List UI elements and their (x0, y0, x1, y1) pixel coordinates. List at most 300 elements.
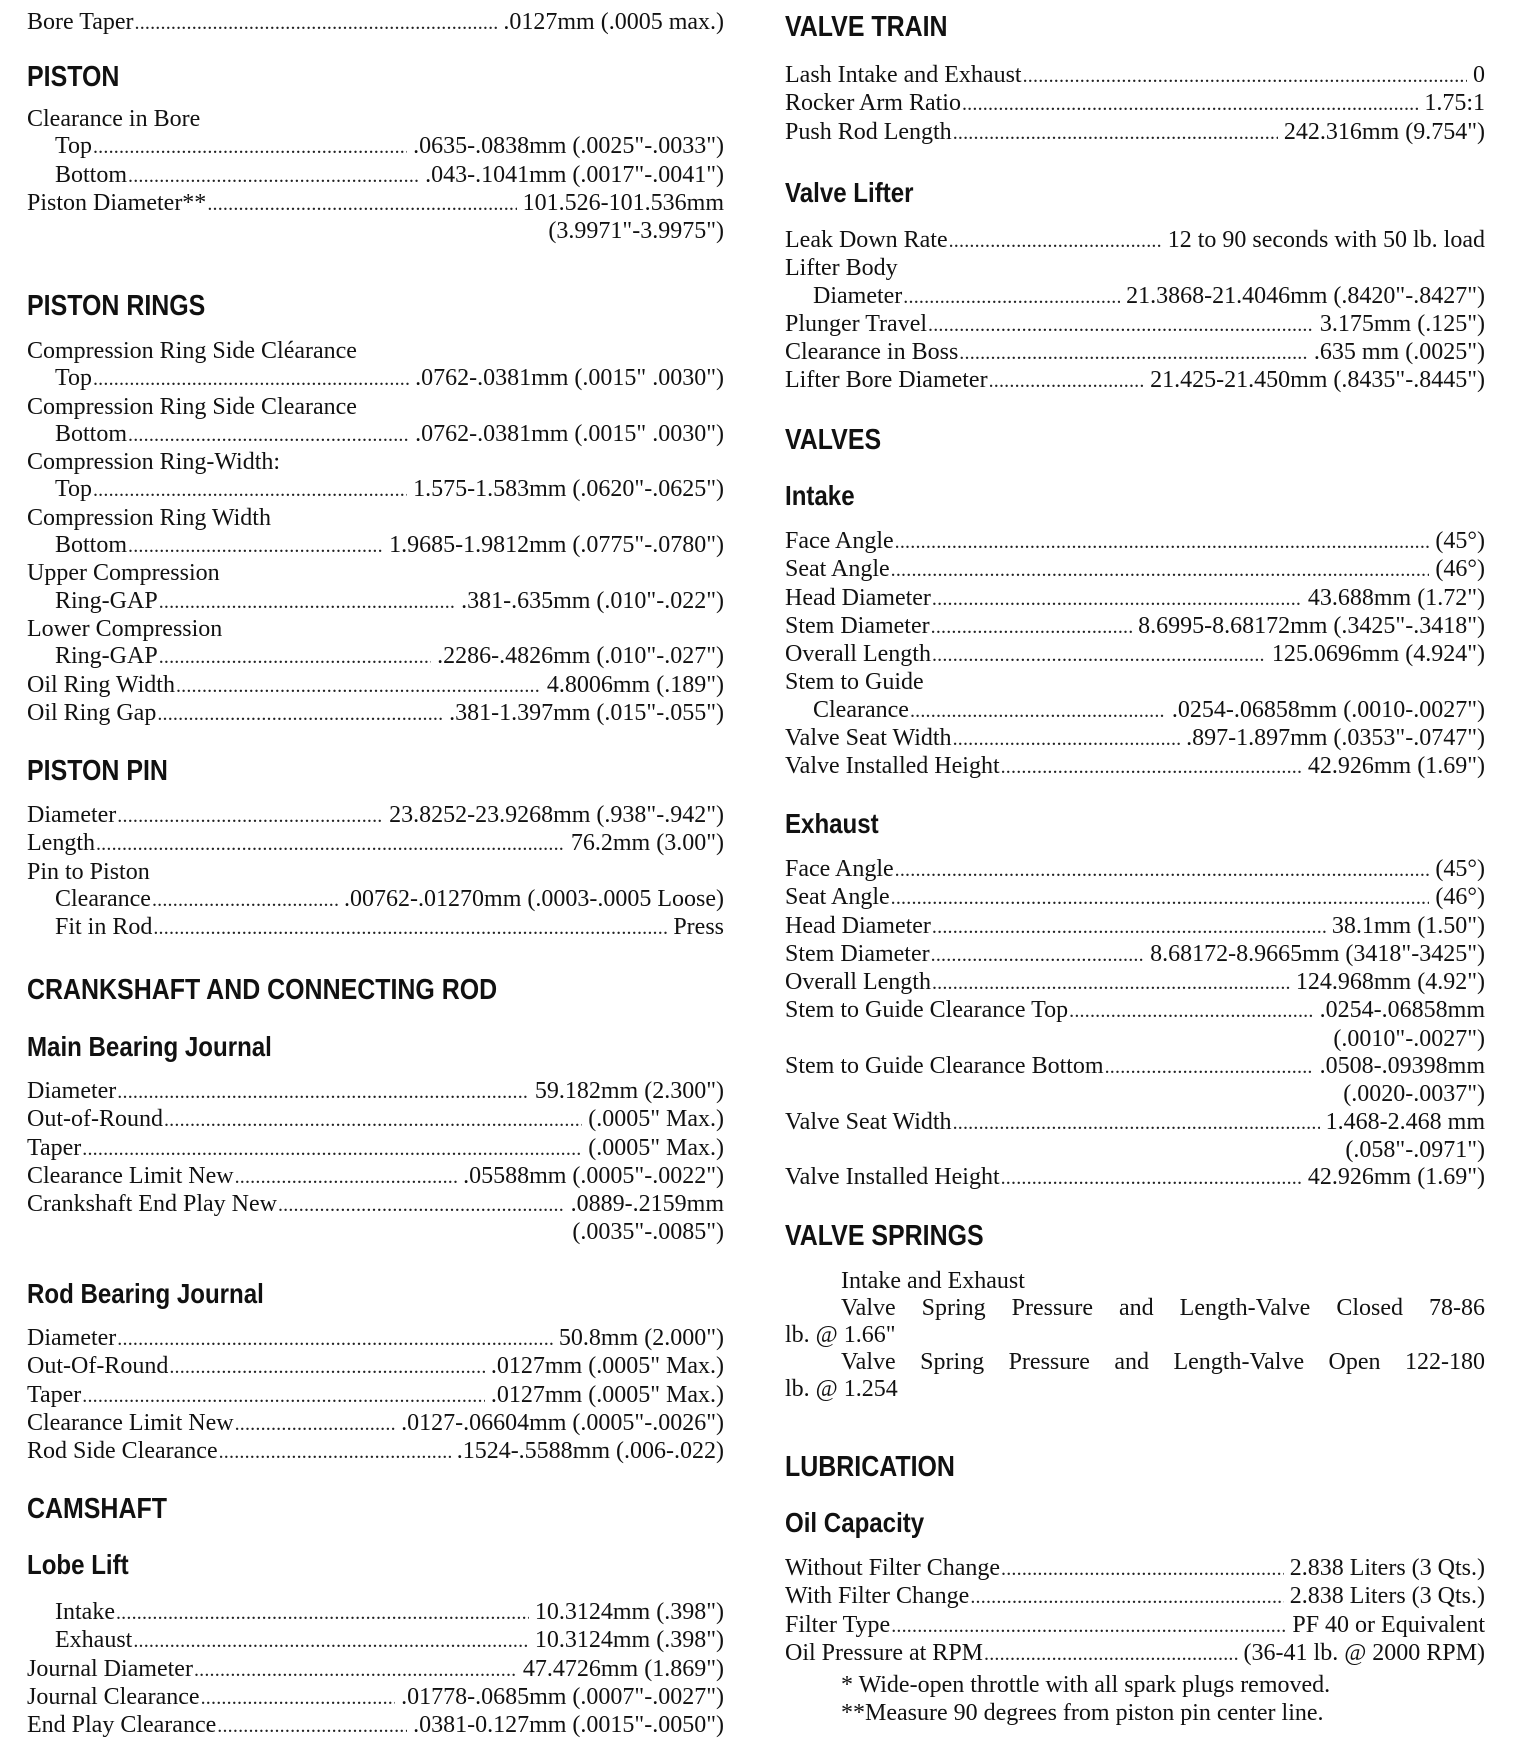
spec-row (27, 1627, 724, 1655)
spec-row (785, 1612, 1485, 1640)
leader-dots (152, 887, 338, 914)
section-heading: CAMSHAFT (27, 1493, 167, 1525)
leader-dots (953, 120, 1278, 147)
spec-value: PF 40 or Equivalent (1292, 1611, 1485, 1638)
spec-label: Diameter (27, 802, 117, 828)
section-heading: PISTON (27, 61, 120, 93)
spec-row (785, 1081, 1485, 1108)
spec-row (27, 1078, 724, 1106)
leader-dots (949, 228, 1162, 255)
spec-row (27, 1353, 724, 1381)
spec-block (785, 528, 1485, 782)
spec-row (27, 1410, 724, 1438)
section-heading-block (27, 60, 724, 94)
spec-row (27, 616, 724, 643)
spec-label: Compression Ring Side Clearance (27, 393, 357, 420)
leader-dots (219, 1439, 451, 1466)
spec-row (27, 394, 724, 421)
spring-text: Valve Spring Pressure and Length-Valve Open 122-180 (841, 1349, 1485, 1375)
leader-dots (891, 885, 1430, 912)
spec-row (27, 133, 724, 161)
spring-text: Valve Spring Pressure and Length-Valve Closed 78-86 (841, 1295, 1485, 1321)
subsection-heading: Oil Capacity (785, 1507, 925, 1538)
spec-value: .0127mm (.0005" Max.) (490, 1353, 724, 1380)
spec-label: Lifter Body (785, 255, 898, 282)
spec-label: Oil Pressure at RPM (785, 1639, 983, 1666)
spec-value: 3.175mm (.125") (1319, 310, 1485, 337)
spec-value: (46°) (1435, 884, 1485, 911)
leader-dots (117, 1326, 553, 1353)
spec-label: Overall Length (785, 969, 931, 996)
spec-label: Clearance Limit New (27, 1409, 234, 1436)
spec-row (27, 802, 724, 830)
spec-block (27, 9, 724, 37)
spec-row (785, 941, 1485, 969)
leader-dots (157, 701, 443, 728)
spec-value: .635 mm (.0025") (1313, 339, 1485, 366)
leader-dots (1105, 1054, 1314, 1081)
spec-value: Press (673, 914, 724, 941)
spec-row (27, 218, 724, 245)
spec-value: 38.1mm (1.50") (1331, 912, 1485, 939)
spring-text: lb. @ 1.254 (785, 1376, 898, 1402)
spec-label: Clearance (55, 885, 151, 912)
spec-label: Head Diameter (785, 912, 931, 939)
spec-row (27, 1656, 724, 1684)
spec-row (27, 338, 724, 365)
spec-label: Overall Length (785, 641, 931, 668)
leader-dots (932, 914, 1326, 941)
spec-label: Journal Diameter (27, 1655, 193, 1682)
spec-label: Lower Compression (27, 615, 223, 642)
spec-row (785, 90, 1485, 118)
leader-dots (201, 1685, 396, 1712)
spec-block (27, 802, 724, 942)
subsection-heading: Valve Lifter (785, 177, 914, 208)
spec-row (27, 532, 724, 560)
spec-row (785, 1164, 1485, 1192)
spec-value: 8.6995-8.68172mm (.3425"-.3418") (1138, 612, 1485, 639)
subsection-heading: Exhaust (785, 808, 879, 839)
spec-row (27, 1135, 724, 1163)
spec-row (785, 997, 1485, 1025)
spec-row (27, 505, 724, 532)
spec-value: 23.8252-23.9268mm (.938"-.942") (389, 802, 724, 828)
spec-row (785, 1137, 1485, 1164)
spec-label: Length (27, 830, 95, 857)
spec-label: Taper (27, 1381, 82, 1408)
spec-row (27, 1599, 724, 1627)
spec-label: Face Angle (785, 856, 894, 882)
leader-dots (1023, 63, 1467, 90)
leader-dots (159, 589, 455, 616)
spec-label: Bottom (55, 420, 128, 447)
subsection-heading-block (27, 1277, 724, 1311)
spec-block (785, 1671, 1485, 1727)
spec-row (27, 859, 724, 886)
subsection-heading-block (27, 1030, 724, 1064)
spec-value: (.0005" Max.) (588, 1134, 724, 1161)
spec-row (785, 725, 1485, 753)
spec-value: .0127-.06604mm (.0005"-.0026") (401, 1409, 724, 1436)
spec-label: Stem to Guide Clearance Top (785, 997, 1069, 1024)
leader-dots (176, 673, 541, 700)
leader-dots (278, 1192, 565, 1219)
spec-value: (.0005" Max.) (588, 1106, 724, 1133)
spec-label: Plunger Travel (785, 310, 928, 337)
spec-row (785, 585, 1485, 613)
leader-dots (903, 284, 1120, 311)
spec-label: Piston Diameter** (27, 189, 207, 216)
spec-block (27, 1078, 724, 1247)
spec-label: Diameter (813, 282, 903, 309)
section-heading-block (785, 1450, 1485, 1484)
leader-dots (895, 529, 1430, 556)
spec-label: Face Angle (785, 528, 894, 554)
spec-row (785, 528, 1485, 556)
leader-dots (82, 1383, 485, 1410)
subsection-heading-block (785, 1506, 1485, 1540)
spec-row (785, 556, 1485, 584)
spec-row (27, 1163, 724, 1191)
spec-value: 125.0696mm (4.924") (1271, 641, 1485, 668)
spec-value: 47.4726mm (1.869") (522, 1655, 724, 1682)
section-heading: PISTON RINGS (27, 290, 206, 322)
spec-value: 1.9685-1.9812mm (.0775"-.0780") (389, 532, 724, 559)
section-heading: VALVES (785, 424, 882, 456)
leader-dots (1001, 1165, 1302, 1192)
spec-value: 8.68172-8.9665mm (3418"-3425") (1150, 940, 1485, 967)
spec-row (785, 255, 1485, 282)
spec-label: Top (55, 133, 92, 160)
section-heading-block (785, 423, 1485, 457)
leader-dots (117, 803, 383, 830)
spec-label: Leak Down Rate (785, 227, 948, 253)
spec-row (785, 613, 1485, 641)
leader-dots (93, 366, 409, 393)
spec-block (27, 1599, 724, 1740)
spec-label: Upper Compression (27, 560, 220, 587)
leader-dots (128, 163, 419, 190)
spec-value: .0889-.2159mm (570, 1191, 724, 1218)
leader-dots (931, 614, 1132, 641)
spec-value: 2.838 Liters (3 Qts.) (1289, 1555, 1485, 1581)
subsection-heading-block (785, 176, 1485, 210)
spec-value: (.0010"-.0027") (1333, 1025, 1485, 1052)
leader-dots (970, 1584, 1283, 1611)
leader-dots (891, 1613, 1286, 1640)
section-heading-block (785, 10, 1485, 44)
spec-row (27, 190, 724, 218)
spec-row (27, 162, 724, 190)
spec-value: .00762-.01270mm (.0003-.0005 Loose) (344, 885, 724, 912)
spec-row (27, 643, 724, 671)
spec-row (785, 1053, 1485, 1081)
spec-row (27, 421, 724, 449)
spec-value: .0635-.0838mm (.0025"-.0033") (413, 133, 724, 160)
leader-dots (93, 477, 407, 504)
spec-row (785, 227, 1485, 255)
spec-row (785, 856, 1485, 884)
subsection-heading-block (27, 1548, 724, 1582)
spec-value: 10.3124mm (.398") (534, 1627, 724, 1654)
spec-block (785, 227, 1485, 396)
spec-row (27, 1325, 724, 1353)
spec-row (27, 365, 724, 393)
spec-value: (45°) (1435, 856, 1485, 882)
spec-value: .0762-.0381mm (.0015" .0030") (415, 420, 724, 447)
spec-label: Rocker Arm Ratio (785, 90, 961, 117)
leader-dots (984, 1641, 1238, 1668)
leader-dots (235, 1411, 396, 1438)
spec-value: .0508-.09398mm (1319, 1053, 1485, 1080)
spec-value: .0762-.0381mm (.0015" .0030") (415, 365, 724, 392)
leader-dots (128, 533, 383, 560)
section-heading: PISTON PIN (27, 755, 168, 787)
spec-value: 1.75:1 (1424, 90, 1485, 117)
leader-dots (117, 1079, 529, 1106)
spec-row (27, 1712, 724, 1740)
spec-label: Top (55, 476, 92, 503)
spec-value: 76.2mm (3.00") (570, 830, 724, 857)
spec-value: 21.425-21.450mm (.8435"-.8445") (1150, 367, 1485, 394)
spec-value: 242.316mm (9.754") (1283, 118, 1485, 145)
spec-label: Filter Type (785, 1611, 891, 1638)
leader-dots (169, 1354, 485, 1381)
spec-value: .01778-.0685mm (.0007"-.0027") (401, 1683, 724, 1710)
leader-dots (932, 970, 1290, 997)
spec-label: Clearance Limit New (27, 1162, 234, 1189)
spec-value: .0127mm (.0005" Max.) (490, 1381, 724, 1408)
leader-dots (194, 1657, 517, 1684)
section-heading: VALVE SPRINGS (785, 1220, 984, 1252)
spec-label: End Play Clearance (27, 1712, 217, 1739)
subsection-heading: Intake (785, 480, 855, 511)
spec-label: Pin to Piston (27, 858, 150, 885)
spec-value: 12 to 90 seconds with 50 lb. load (1167, 227, 1485, 253)
spring-text-line (785, 1322, 1485, 1349)
spec-row (785, 913, 1485, 941)
spec-label: Stem to Guide (785, 669, 924, 696)
spec-value: 1.575-1.583mm (.0620"-.0625") (413, 476, 724, 503)
leader-dots (116, 1600, 529, 1627)
leader-dots (128, 422, 409, 449)
spec-row (785, 1555, 1485, 1583)
leader-dots (928, 312, 1314, 339)
leader-dots (164, 1107, 582, 1134)
spec-row (785, 969, 1485, 997)
spec-value: 59.182mm (2.300") (534, 1078, 724, 1104)
spec-label: Diameter (27, 1078, 117, 1104)
spec-row (785, 367, 1485, 395)
spec-block (27, 338, 724, 728)
spec-label: Clearance (813, 696, 909, 723)
spec-row (27, 449, 724, 476)
leader-dots (953, 726, 1181, 753)
spec-row (785, 1109, 1485, 1137)
spec-row (27, 1382, 724, 1410)
leader-dots (910, 698, 1166, 725)
spec-row (785, 339, 1485, 367)
leader-dots (217, 1713, 407, 1740)
section-heading-block (27, 754, 724, 788)
leader-dots (207, 191, 516, 218)
spec-label: Taper (27, 1134, 82, 1161)
section-heading: VALVE TRAIN (785, 11, 948, 43)
spec-value: .381-.635mm (.010"-.022") (461, 587, 724, 614)
spec-row (27, 9, 724, 37)
spec-label: Clearance in Bore (27, 106, 201, 132)
spec-label: Valve Seat Width (785, 725, 952, 752)
section-heading: LUBRICATION (785, 1451, 955, 1483)
spec-label: Valve Installed Height (785, 1164, 1000, 1191)
spec-value: .0381-0.127mm (.0015"-.0050") (413, 1712, 724, 1739)
footnote: * Wide-open throttle with all spark plugs removed. (841, 1672, 1331, 1698)
spec-row (27, 886, 724, 914)
spec-row (27, 1106, 724, 1134)
spec-row (27, 560, 724, 587)
spec-label: Lifter Bore Diameter (785, 367, 988, 394)
subsection-heading: Rod Bearing Journal (27, 1278, 264, 1309)
spec-label: Oil Ring Width (27, 671, 175, 698)
spec-row (785, 669, 1485, 696)
spec-label: Crankshaft End Play New (27, 1191, 277, 1218)
spec-row (785, 641, 1485, 669)
spec-row (27, 106, 724, 133)
spec-value: .2286-.4826mm (.010"-.027") (437, 643, 724, 670)
spec-block (785, 1268, 1485, 1403)
spring-text-line (785, 1349, 1485, 1376)
leader-dots (153, 915, 667, 942)
spec-block (785, 1555, 1485, 1668)
leader-dots (891, 557, 1430, 584)
leader-dots (235, 1164, 458, 1191)
subsection-heading-block (785, 807, 1485, 841)
spec-label: Journal Clearance (27, 1683, 200, 1710)
spec-row (27, 588, 724, 616)
subsection-heading: Lobe Lift (27, 1549, 129, 1580)
spec-block (27, 1325, 724, 1466)
spec-value: 124.968mm (4.92") (1295, 969, 1485, 996)
section-heading-block (27, 973, 724, 1007)
spec-row (27, 672, 724, 700)
spec-value: .381-1.397mm (.015"-.055") (449, 699, 724, 726)
spec-value: 21.3868-21.4046mm (.8420"-.8427") (1126, 282, 1485, 309)
spec-label: Exhaust (55, 1627, 133, 1654)
spec-label: Without Filter Change (785, 1555, 1001, 1581)
spec-value: .043-.1041mm (.0017"-.0041") (425, 161, 724, 188)
spec-label: Intake (55, 1599, 115, 1625)
spring-text: lb. @ 1.66" (785, 1322, 896, 1348)
spec-value: 101.526-101.536mm (522, 189, 724, 216)
spec-label: Seat Angle (785, 556, 890, 583)
spec-row (785, 884, 1485, 912)
section-heading: CRANKSHAFT AND CONNECTING ROD (27, 974, 498, 1006)
spec-label: Seat Angle (785, 884, 890, 911)
spec-block (785, 62, 1485, 147)
leader-dots (135, 10, 498, 37)
spec-label: Push Rod Length (785, 118, 952, 145)
spec-value: 2.838 Liters (3 Qts.) (1289, 1583, 1485, 1610)
spec-value: 10.3124mm (.398") (534, 1599, 724, 1625)
leader-dots (82, 1136, 582, 1163)
leader-dots (959, 340, 1308, 367)
leader-dots (1001, 1556, 1284, 1583)
leader-dots (133, 1628, 529, 1655)
spec-value: 50.8mm (2.000") (558, 1325, 724, 1351)
leader-dots (159, 644, 431, 671)
leader-dots (962, 91, 1418, 118)
spec-value: .0254-.06858mm (.0010-.0027") (1171, 696, 1485, 723)
spec-value: 42.926mm (1.69") (1307, 753, 1485, 780)
spec-row (785, 1640, 1485, 1668)
spec-row (27, 830, 724, 858)
spec-label: Compression Ring-Width: (27, 449, 281, 476)
spec-label: Ring-GAP (55, 643, 158, 670)
spec-row (785, 697, 1485, 725)
spec-value: 43.688mm (1.72") (1307, 584, 1485, 611)
leader-dots (932, 642, 1266, 669)
leader-dots (895, 857, 1430, 884)
spec-value: .1524-.5588mm (.006-.022) (456, 1438, 724, 1465)
spec-value: (45°) (1435, 528, 1485, 554)
spec-label: Clearance in Boss (785, 339, 959, 366)
spec-label: Valve Seat Width (785, 1108, 952, 1135)
leader-dots (1069, 998, 1314, 1025)
spec-label: Stem Diameter (785, 612, 930, 639)
spec-label: Fit in Rod (55, 914, 153, 941)
spec-label: Out-of-Round (27, 1106, 163, 1133)
spec-label: Bore Taper (27, 9, 134, 35)
spec-value: .0127mm (.0005 max.) (503, 9, 724, 35)
section-heading-block (785, 1219, 1485, 1253)
spring-text: Intake and Exhaust (841, 1268, 1025, 1294)
spec-value: (36-41 lb. @ 2000 RPM) (1243, 1639, 1485, 1666)
leader-dots (989, 368, 1145, 395)
spec-value: 0 (1473, 62, 1485, 88)
spec-label: Oil Ring Gap (27, 699, 157, 726)
footnote: **Measure 90 degrees from piston pin center line. (841, 1700, 1324, 1726)
spec-label: Bottom (55, 532, 128, 559)
spec-label: Stem to Guide Clearance Bottom (785, 1053, 1104, 1080)
spring-text-line (785, 1295, 1485, 1322)
spec-value: (3.9971"-3.9975") (548, 218, 724, 245)
section-heading-block (27, 1492, 724, 1526)
spec-value: (.0035"-.0085") (572, 1219, 724, 1246)
spec-row (27, 700, 724, 728)
spec-value: .0254-.06858mm (1319, 997, 1485, 1024)
spec-label: Rod Side Clearance (27, 1438, 218, 1465)
spec-row (785, 311, 1485, 339)
spec-row (27, 1438, 724, 1466)
spec-block (27, 106, 724, 245)
spec-label: Lash Intake and Exhaust (785, 62, 1022, 88)
spec-label: Head Diameter (785, 584, 931, 611)
spec-value: 4.8006mm (.189") (546, 671, 724, 698)
spec-value: .05588mm (.0005"-.0022") (463, 1162, 724, 1189)
spec-label: Out-Of-Round (27, 1353, 169, 1380)
section-heading-block (27, 289, 724, 323)
leader-dots (931, 942, 1144, 969)
spring-text-line (785, 1376, 1485, 1403)
spec-value: (.0020-.0037") (1343, 1081, 1485, 1108)
spec-value: 1.468-2.468 mm (1325, 1108, 1485, 1135)
leader-dots (96, 831, 565, 858)
spec-label: Compression Ring Side Cléarance (27, 338, 357, 364)
spec-row (27, 914, 724, 942)
spec-label: With Filter Change (785, 1583, 970, 1610)
spec-row (27, 476, 724, 504)
